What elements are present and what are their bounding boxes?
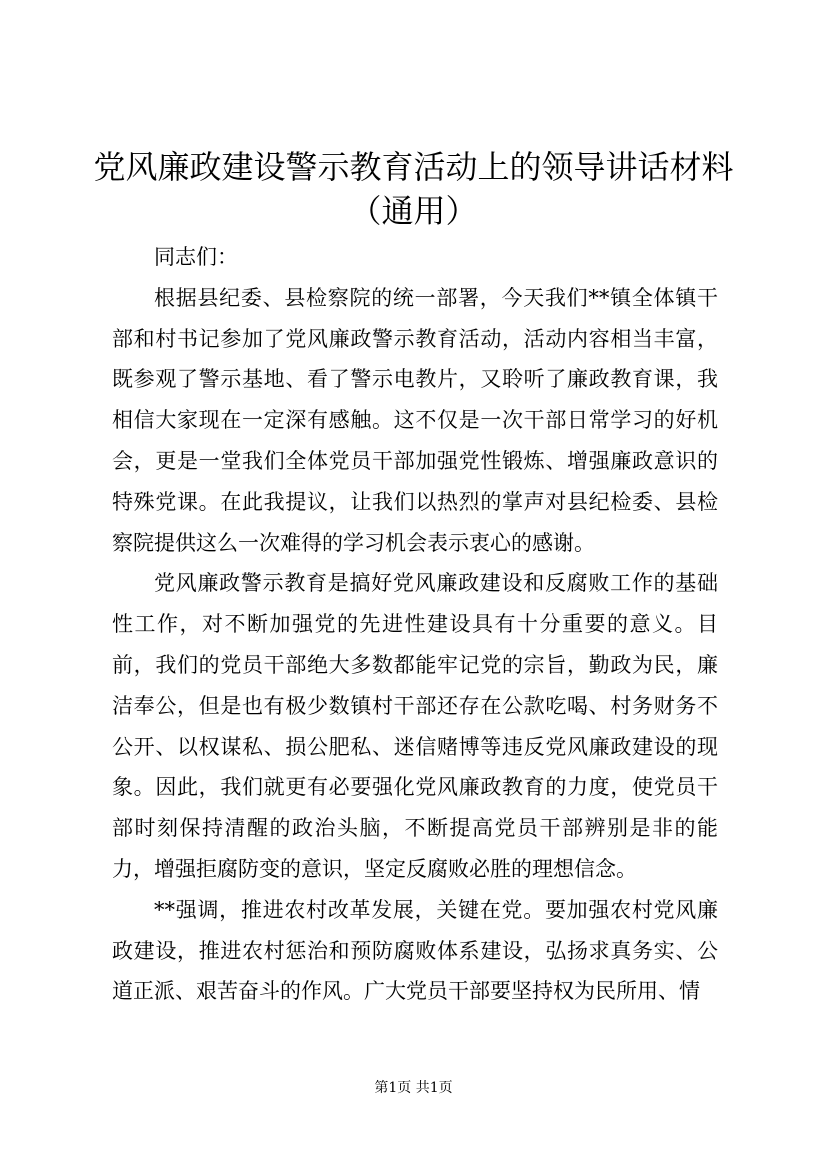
paragraph-1: 根据县纪委、县检察院的统一部署，今天我们**镇全体镇干部和村书记参加了党风廉政警示教育活动，活动内容相当丰富，既参观了警示基地、看了警示电教片，又聆听了廉政教育课，我相信大家现在一定深有感触。这不仅是一次干部日常学习的好机会，更是一堂我们全体党员干部加强党性锻炼、增强廉政意识的特殊党课。在此我提议，让我们以热烈的掌声对县纪检委、县检察院提供这么一次难得的学习机会表示衷心的感谢。 — [112, 285, 718, 555]
title-line-1: 党风廉政建设警示教育活动上的领导讲话材料 — [93, 148, 734, 186]
title-line-2: （通用） — [349, 192, 478, 230]
page-number: 第1页 共1页 — [374, 1080, 453, 1096]
document-body — [112, 237, 718, 1012]
document-title — [90, 145, 737, 233]
salutation: 同志们： — [154, 245, 238, 269]
page-footer — [0, 1078, 827, 1098]
paragraph-3: **强调，推进农村改革发展，关键在党。要加强农村党风廉政建设，推进农村惩治和预防腐败体系建设，弘扬求真务实、公道正派、艰苦奋斗的作风。广大党员干部要坚持权为民所用、情 — [112, 897, 718, 1004]
paragraph-2: 党风廉政警示教育是搞好党风廉政建设和反腐败工作的基础性工作，对不断加强党的先进性建设具有十分重要的意义。目前，我们的党员干部绝大多数都能牢记党的宗旨，勤政为民，廉洁奉公，但是也有极少数镇村干部还存在公款吃喝、村务财务不公开、以权谋私、损公肥私、迷信赌博等违反党风廉政建设的现象。因此，我们就更有必要强化党风廉政教育的力度，使党员干部时刻保持清醒的政治头脑，不断提高党员干部辨别是非的能力，增强拒腐防变的意识，坚定反腐败必胜的理想信念。 — [112, 571, 718, 881]
